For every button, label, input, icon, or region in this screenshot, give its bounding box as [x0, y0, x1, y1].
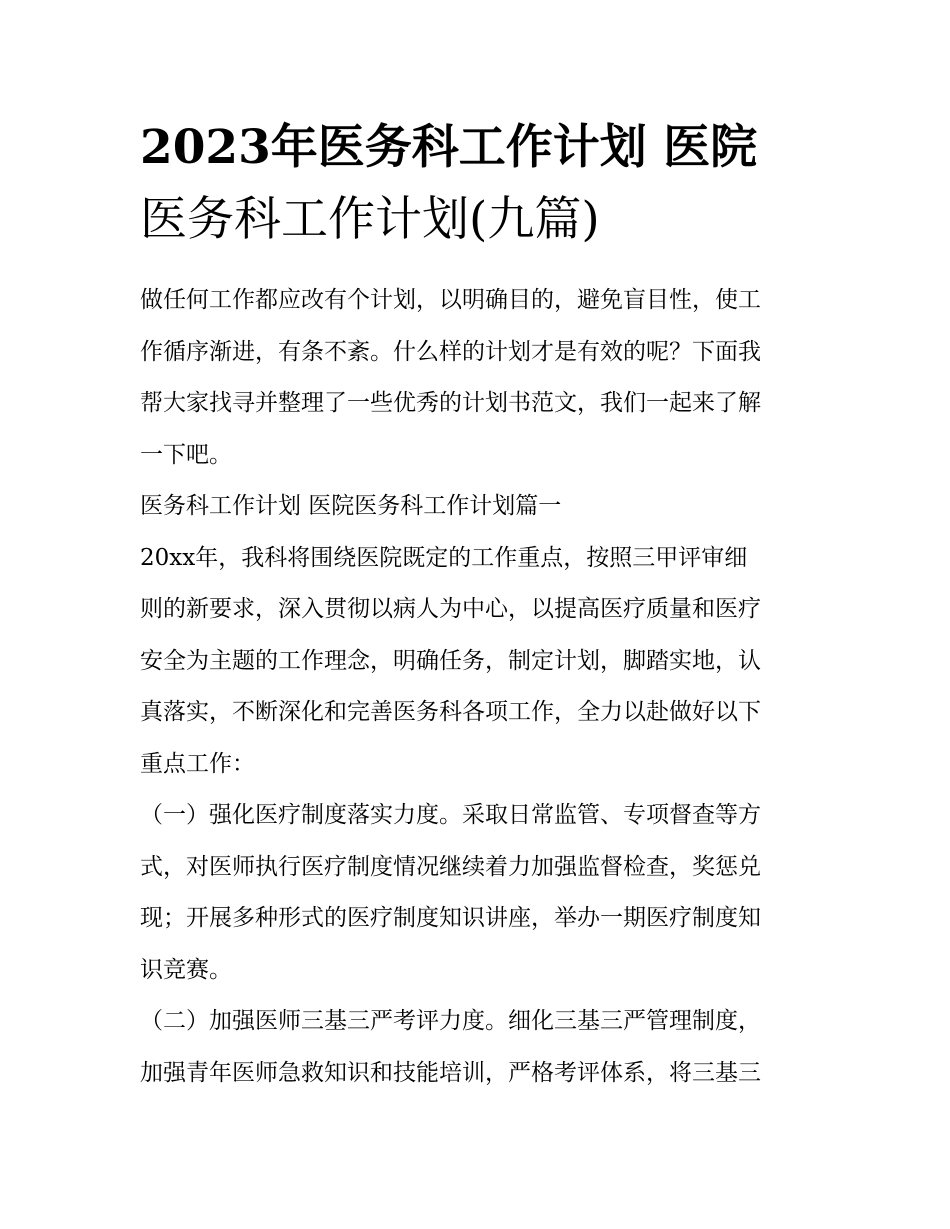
- text-line: 真落实，不断深化和完善医务科各项工作，全力以赴做好以下: [140, 699, 761, 725]
- text-line: 安全为主题的工作理念，明确任务，制定计划，脚踏实地，认: [140, 647, 761, 674]
- text-line: 做任何工作都应改有个计划，以明确目的，避免盲目性，使工: [140, 287, 761, 313]
- text-line: （一）强化医疗制度落实力度。采取日常监管、专项督查等方: [140, 802, 761, 828]
- text-line: （二）加强医师三基三严考评力度。细化三基三严管理制度，: [140, 1008, 761, 1034]
- text-line: 现；开展多种形式的医疗制度知识讲座，举办一期医疗制度知: [140, 905, 761, 931]
- title-line-1: 2023年医务科工作计划 医院: [140, 120, 758, 175]
- document-body: [140, 275, 820, 1099]
- text-line: 一下吧。: [140, 441, 232, 468]
- document-title: [140, 112, 820, 256]
- text-line: 则的新要求，深入贯彻以病人为中心，以提高医疗质量和医疗: [140, 596, 761, 622]
- text-line: 加强青年医师急救知识和技能培训，严格考评体系，将三基三: [140, 1059, 761, 1086]
- text-line: 重点工作：: [140, 750, 255, 777]
- text-line: 帮大家找寻并整理了一些优秀的计划书范文，我们一起来了解: [140, 390, 761, 416]
- text-line: 识竞赛。: [140, 956, 232, 983]
- text-line: 作循序渐进，有条不紊。什么样的计划才是有效的呢？下面我: [140, 338, 761, 365]
- title-line-2: 医务科工作计划(九篇): [140, 192, 600, 247]
- text-line: 式，对医师执行医疗制度情况继续着力加强监督检查，奖惩兑: [140, 853, 761, 880]
- section-heading: 医务科工作计划 医院医务科工作计划篇一: [140, 493, 562, 519]
- text-line: 20xx年，我科将围绕医院既定的工作重点，按照三甲评审细: [140, 544, 748, 571]
